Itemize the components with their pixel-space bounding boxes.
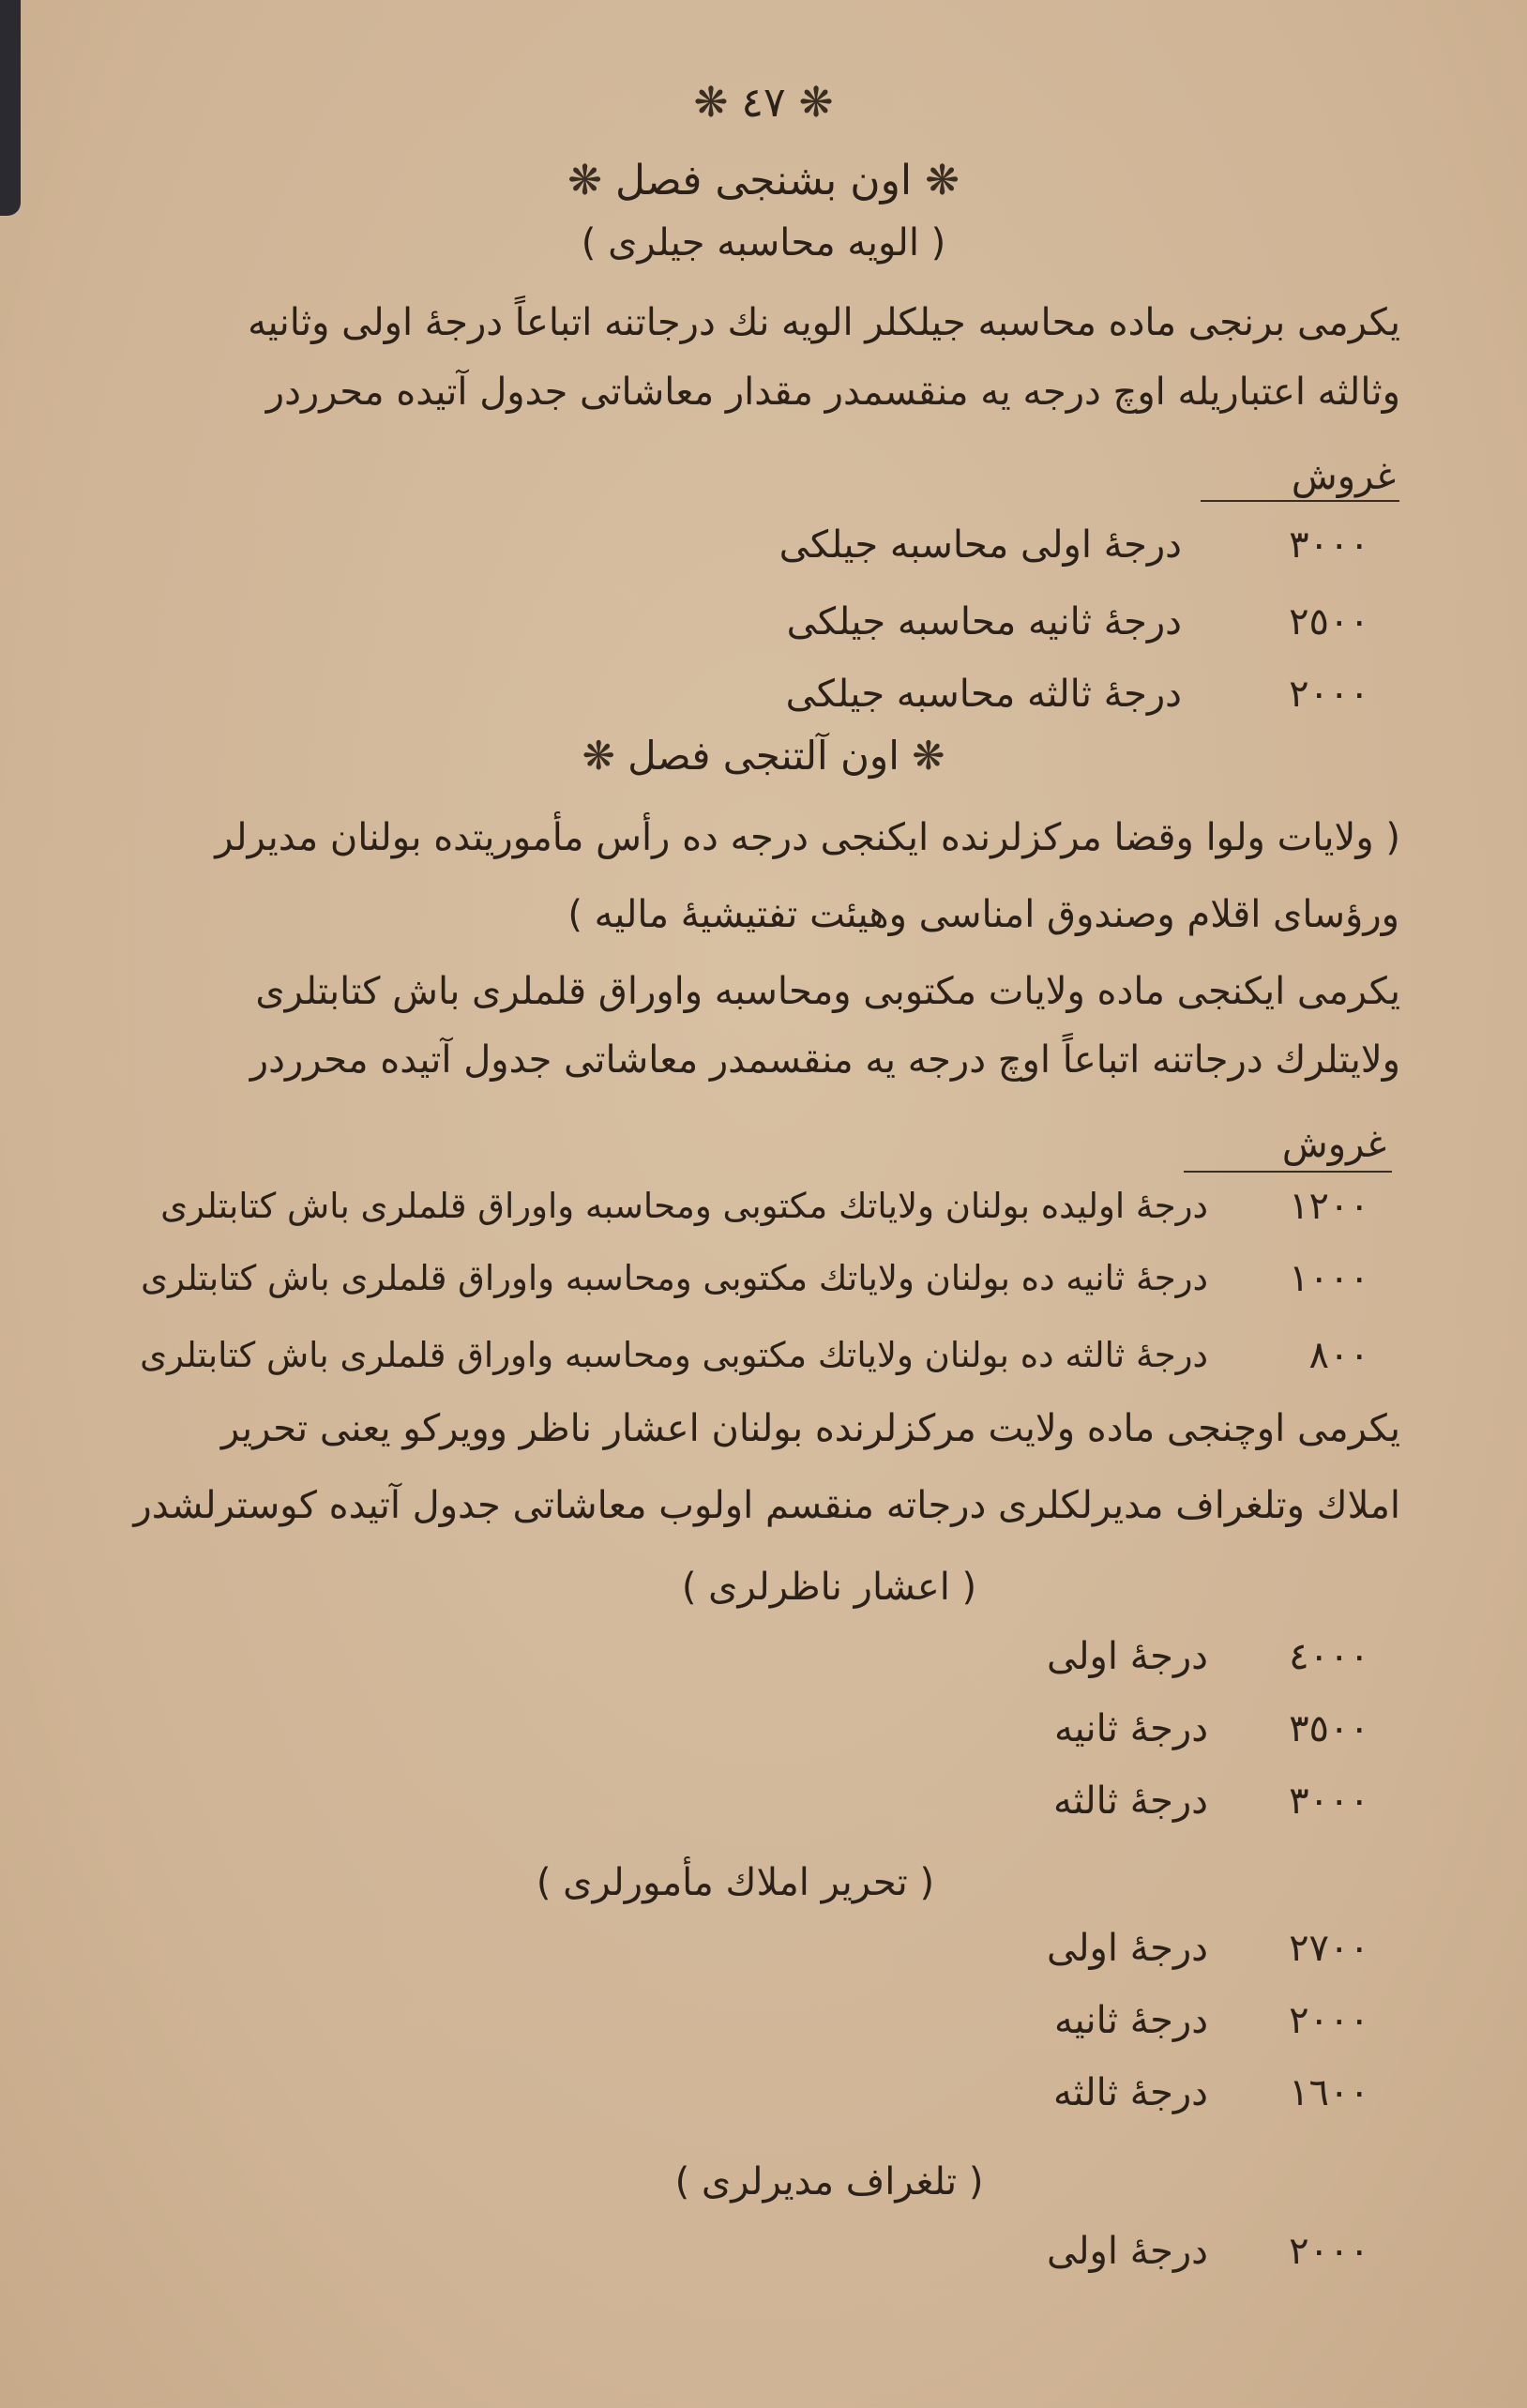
amount: ٨٠٠	[1308, 1334, 1369, 1377]
paragraph-line: ورؤسای اقلام وصندوق امناسی وهیئت تفتیشیۀ مالیه )	[567, 893, 1399, 936]
amount: ٣٥٠٠	[1289, 1707, 1369, 1750]
row-label: درجۀ ثانیه ده بولنان ولایاتك مکتوبی ومحاسبه واوراق قلملری باش کتابتلری	[141, 1258, 1208, 1298]
row-label: درجۀ ثانیه محاسبه جیلکی	[786, 600, 1182, 644]
amount: ٢٠٠٠	[1289, 673, 1369, 716]
ornament-icon: ❋	[582, 733, 615, 779]
divider	[1201, 500, 1399, 502]
row-label: درجۀ ثالثه	[1052, 1779, 1208, 1823]
amount: ١٠٠٠	[1289, 1257, 1369, 1300]
ornament-icon: ❋	[925, 157, 960, 204]
amount: ٢٠٠٠	[1289, 1999, 1369, 2042]
row-label: درجۀ ثانیه	[1054, 1707, 1208, 1750]
group-title: ( اعشار ناظرلری )	[681, 1566, 977, 1609]
paragraph-line: ولایتلرك درجاتنه اتباعاً اوچ درجه یه منقسمدر معاشاتی جدول آتیده محرردر	[249, 1038, 1400, 1082]
ornament-icon: ❋	[567, 157, 602, 204]
amount: ٢٧٠٠	[1289, 1927, 1369, 1970]
row-label: درجۀ ثانیه	[1054, 1999, 1208, 2042]
paragraph-line: یکرمی ایکنجی ماده ولایات مکتوبی ومحاسبه واوراق قلملری باش کتابتلری	[255, 970, 1400, 1013]
unit-label: غروش	[1291, 455, 1396, 498]
page-number-line	[0, 75, 1527, 131]
amount: ٢٥٠٠	[1289, 600, 1369, 644]
unit-label: غروش	[1281, 1123, 1386, 1166]
section-heading-text: اون آلتنجی فصل	[627, 733, 900, 779]
row-label: درجۀ اولی محاسبه جیلکی	[779, 523, 1182, 567]
row-label: درجۀ اولی	[1047, 1927, 1208, 1970]
ornament-icon: ❋	[912, 733, 945, 779]
amount: ٣٠٠٠	[1289, 1779, 1369, 1823]
amount: ٣٠٠٠	[1289, 523, 1369, 567]
section-heading	[0, 153, 1527, 209]
page-number: ٤٧	[741, 79, 786, 127]
divider	[1184, 1171, 1392, 1173]
ornament-icon: ❋	[693, 79, 729, 127]
paragraph-line: یکرمی برنجی ماده محاسبه جیلکلر الویه نك درجاتنه اتباعاً درجۀ اولی وثانیه	[248, 301, 1400, 344]
amount: ٤٠٠٠	[1289, 1635, 1369, 1678]
section-heading	[0, 728, 1527, 784]
paragraph-line: یکرمی اوچنجی ماده ولایت مرکزلرنده بولنان اعشار ناظر وویرکو یعنی تحریر	[220, 1407, 1400, 1450]
amount: ٢٠٠٠	[1289, 2230, 1369, 2273]
paragraph-line: ( ولایات ولوا وقضا مرکزلرنده ایکنجی درجه ده رأس مأموریتده بولنان مدیرلر	[215, 816, 1400, 859]
row-label: درجۀ ثالثه	[1052, 2071, 1208, 2114]
amount: ١٢٠٠	[1289, 1185, 1369, 1228]
row-label: درجۀ اولی	[1047, 1635, 1208, 1678]
amount: ١٦٠٠	[1289, 2071, 1369, 2114]
row-label: درجۀ اولی	[1047, 2230, 1208, 2273]
row-label: درجۀ اولیده بولنان ولایاتك مکتوبی ومحاسبه واوراق قلملری باش کتابتلری	[160, 1186, 1208, 1226]
ornament-icon: ❋	[798, 79, 834, 127]
group-title: ( تلغراف مدیرلری )	[674, 2160, 984, 2204]
row-label: درجۀ ثالثه ده بولنان ولایاتك مکتوبی ومحاسبه واوراق قلملری باش کتابتلری	[140, 1335, 1208, 1375]
paragraph-line: املاك وتلغراف مدیرلکلری درجاته منقسم اولوب معاشاتی جدول آتیده کوسترلشدر	[133, 1484, 1400, 1527]
paragraph-line: وثالثه اعتباریله اوچ درجه یه منقسمدر مقدار معاشاتی جدول آتیده محرردر	[265, 371, 1400, 414]
row-label: درجۀ ثالثه محاسبه جیلکی	[785, 673, 1182, 716]
section-subheading: ( الویه محاسبه جیلری )	[581, 221, 946, 265]
section-heading-text: اون بشنجی فصل	[614, 157, 913, 204]
group-title: ( تحریر املاك مأمورلری )	[536, 1861, 935, 1904]
